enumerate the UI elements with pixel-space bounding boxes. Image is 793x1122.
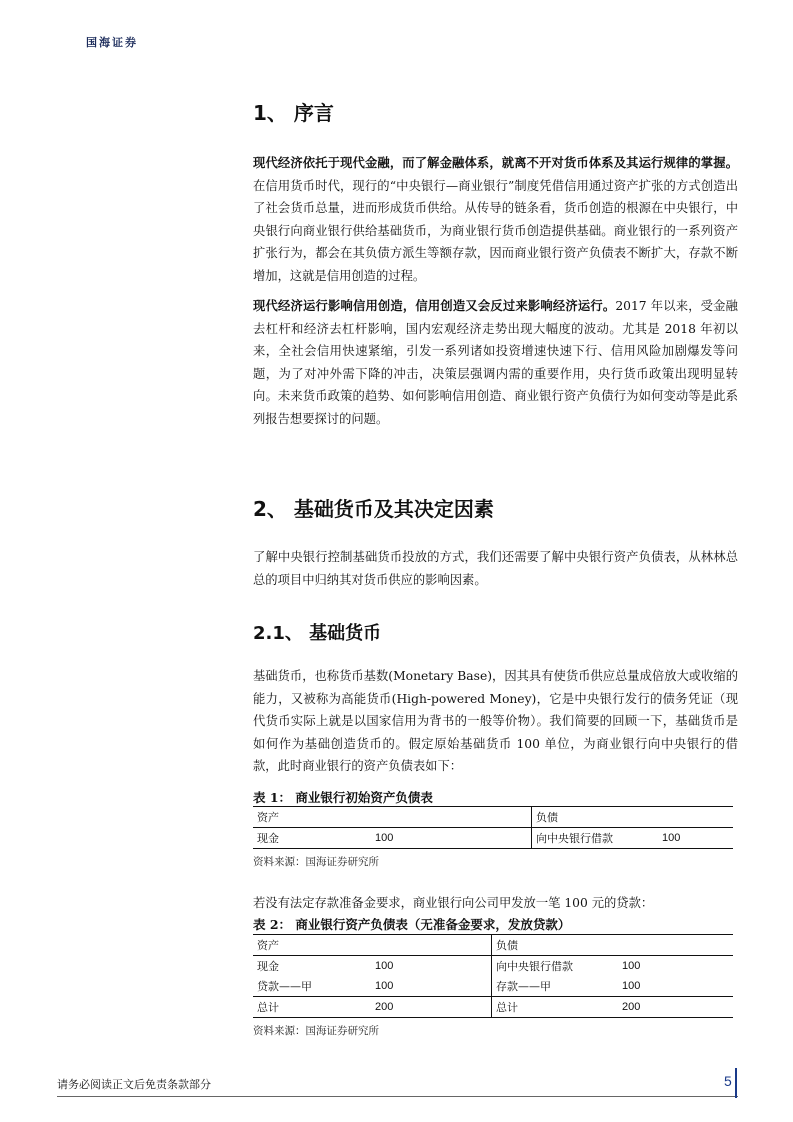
footer-disclaimer: 请务必阅读正文后免责条款部分 — [57, 1078, 211, 1091]
table-cell: 总计 — [257, 1001, 279, 1014]
table-cell: 向中央银行借款 — [496, 960, 573, 973]
table-1 — [253, 806, 733, 849]
table-2-asset-header: 资产 — [253, 935, 492, 956]
para-1-body: 在信用货币时代，现行的“中央银行—商业银行”制度凭借信用通过资产扩张的方式创造出了社会货币总量，进而形成货币供给。从传导的链条看，货币创造的根源在中央银行，中央银行向商业银行供给基础货币，为商业银行货币创造提供基础。商业银行的一系列资产扩张行为，都会在其负债方派生等额存款，因而商业银行资产负债表不断扩大，存款不断增加，这就是信用创造的过程。 — [253, 178, 738, 283]
table-total-row — [253, 997, 733, 1018]
logo: 国海证券 — [86, 36, 138, 49]
table-cell: 总计 — [496, 1001, 518, 1014]
table-row — [253, 976, 733, 997]
table-2 — [253, 934, 733, 1018]
para-2-body: 2017 年以来，受金融去杠杆和经济去杠杆影响，国内宏观经济走势出现大幅度的波动。尤其是 2018 年初以来，全社会信用快速紧缩，引发一系列诸如投资增速快速下行、信用风险加剧爆发等问题，为了对冲外需下降的冲击，决策层强调内需的重要作用，央行货币政策出现明显转向。未来货币政策的趋势、如何影响信用创造、商业银行资产负债行为如何变动等是此系列报告想要探讨的问题。 — [253, 299, 738, 426]
section-2-1-title: 2.1、 基础货币 — [253, 623, 382, 644]
table-2-header-row — [253, 935, 733, 956]
table-cell: 100 — [371, 956, 492, 977]
para-1-lead: 现代经济依托于现代金融，而了解金融体系，就离不开对货币体系及其运行规律的掌握。 — [253, 155, 738, 170]
table-cell: 向中央银行借款 — [536, 832, 613, 845]
table-cell: 现金 — [257, 960, 279, 973]
bridge-paragraph: 若没有法定存款准备金要求，商业银行向公司甲发放一笔 100 元的贷款： — [253, 896, 654, 910]
table-1-source: 资料来源：国海证券研究所 — [253, 856, 379, 868]
table-1-asset-header: 资产 — [253, 807, 532, 828]
table-1-liability-header: 负债 — [536, 811, 558, 824]
table-2-caption: 表 2： 商业银行资产负债表（无准备金要求，发放贷款） — [253, 917, 571, 932]
table-row — [253, 956, 733, 977]
table-2-liability-header: 负债 — [496, 939, 518, 952]
table-cell: 现金 — [257, 832, 279, 845]
table-cell: 100 — [622, 960, 641, 972]
table-cell: 100 — [622, 980, 641, 992]
table-cell: 贷款——甲 — [257, 980, 312, 993]
table-2-source: 资料来源：国海证券研究所 — [253, 1025, 379, 1037]
section-2-paragraph: 了解中央银行控制基础货币投放的方式，我们还需要了解中央银行资产负债表，从林林总总的项目中归纳其对货币供应的影响因素。 — [253, 550, 738, 587]
table-cell: 100 — [662, 832, 681, 844]
page-number-bar — [735, 1068, 737, 1098]
section-2-title: 2、 基础货币及其决定因素 — [253, 497, 494, 521]
table-1-header-row — [253, 807, 733, 828]
table-cell: 200 — [622, 1001, 641, 1013]
section-1-paragraph-2 — [253, 295, 738, 431]
table-1-caption: 表 1： 商业银行初始资产负债表 — [253, 790, 433, 805]
table-cell: 100 — [371, 828, 532, 849]
table-cell: 存款——甲 — [496, 980, 551, 993]
footer-divider — [57, 1096, 738, 1097]
para-2-lead: 现代经济运行影响信用创造，信用创造又会反过来影响经济运行。 — [253, 298, 616, 313]
page-number: 5 — [724, 1073, 732, 1089]
table-cell: 100 — [371, 976, 492, 997]
section-1-paragraph-1 — [253, 152, 738, 288]
section-2-1-paragraph: 基础货币，也称货币基数(Monetary Base)，因其具有使货币供应总量成倍放大或收缩的能力，又被称为高能货币(High-powered Money)，它是中央银行发行的债务凭证（现代货币实际上就是以国家信用为背书的一般等价物）。我们简要的回顾一下，基础货币是如何作为基础创造货币的。假定原始基础货币 100 单位，为商业银行向中央银行的借款，此时商业银行的资产负债表如下： — [253, 669, 738, 774]
table-cell: 200 — [371, 997, 492, 1018]
section-1-title: 1、 序言 — [253, 101, 334, 125]
table-row — [253, 828, 733, 849]
